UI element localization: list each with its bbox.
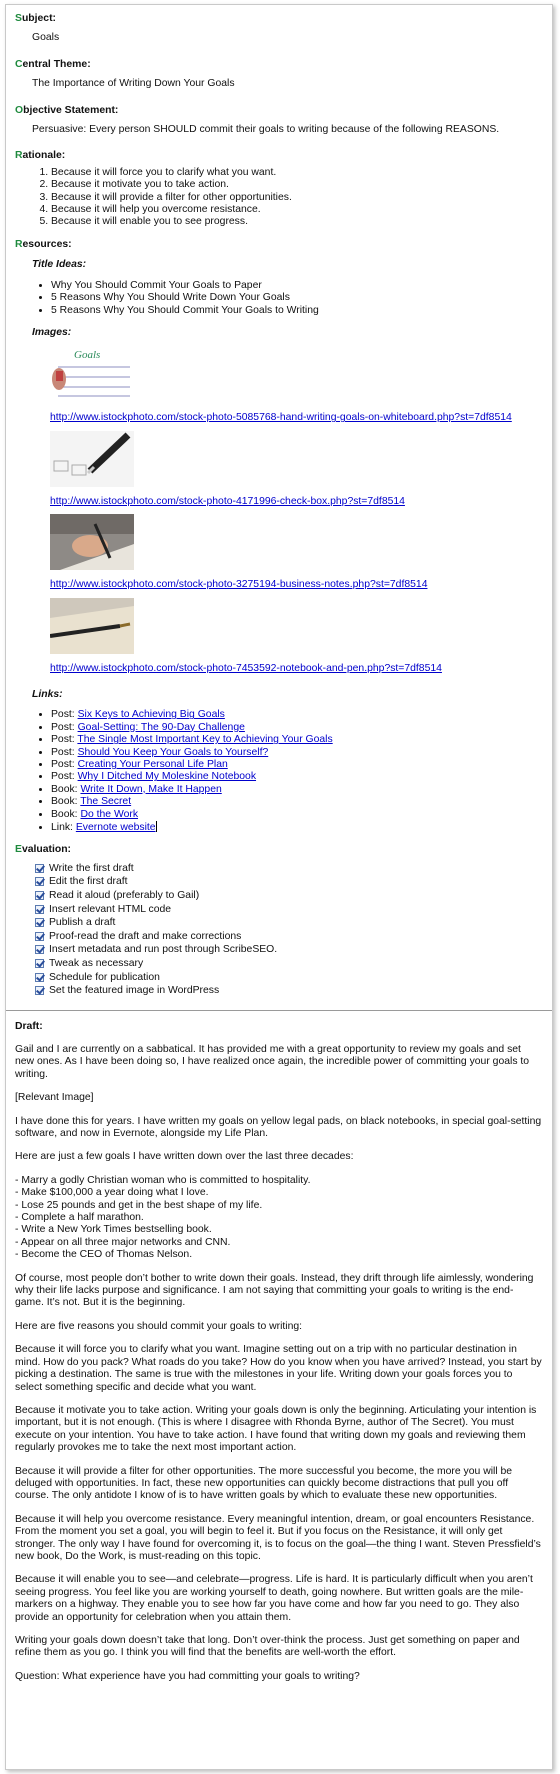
evaluation-checklist [15, 863, 542, 998]
checked-checkbox-icon[interactable] [35, 973, 44, 982]
objective-value: Persuasive: Every person SHOULD commit their goals to writing because of the following REASONS. [32, 124, 500, 136]
draft-paragraph: Because it will enable you to see—and celebrate—progress. Life is hard. It is particularly difficult when you aren’t seeing progress. You feel like you are working yourself to death, going nowhere. But written goals are the mile-markers on a highway. They enable you to see how far you have come and how far you need to go. They also provide an opportunity for celebration when you attain them. [15, 1574, 533, 1623]
heading-text: valuation: [21, 844, 72, 856]
image-resource [50, 514, 542, 591]
heading-initial: R [15, 238, 23, 250]
text-cursor [156, 821, 157, 832]
checklist-label: Publish a draft [49, 917, 116, 929]
checklist-item [35, 972, 542, 984]
resource-link[interactable]: The Secret [80, 796, 132, 808]
checklist-item [35, 958, 542, 970]
checked-checkbox-icon[interactable] [35, 891, 44, 900]
checklist-item [35, 931, 542, 943]
resource-link[interactable]: Do the Work [80, 808, 139, 820]
draft-paragraph: Here are five reasons you should commit your goals to writing: [15, 1320, 303, 1332]
draft-section [15, 1021, 542, 1684]
link-type: Post: [51, 709, 78, 721]
checklist-item [35, 917, 542, 929]
objective-heading [15, 105, 542, 117]
checked-checkbox-icon[interactable] [35, 918, 44, 927]
draft-paragraph: Because it will provide a filter for other opportunities. The more successful you become, the more you will be deluged with opportunities. In fact, these new opportunities can quickly become distractions that pull you off course. The only antidote I know of is to have written goals by which to evaluate these new opportunities. [15, 1465, 513, 1502]
resources-heading [15, 239, 542, 251]
link-type: Link: [51, 822, 76, 833]
rationale-heading [15, 150, 542, 162]
heading-initial: S [15, 13, 22, 24]
draft-paragraph: Writing your goals down doesn’t take that long. Don’t over-think the process. Just get something on paper and refine them as you go. I think you will find that the benefits are well-worth the effort. [15, 1635, 520, 1659]
links-list [15, 709, 542, 834]
checklist-label: Write the first draft [49, 862, 134, 874]
notebook-and-pen-thumbnail [50, 598, 134, 654]
checklist-item [35, 904, 542, 916]
checklist-label: Edit the first draft [49, 876, 128, 888]
draft-paragraph: Here are just a few goals I have written down over the last three decades: [15, 1151, 354, 1163]
title-idea-item: • 5 Reasons Why You Should Write Down Your Goals [51, 292, 542, 304]
link-item [51, 809, 542, 821]
check-box-thumbnail [50, 431, 134, 487]
images-heading: Images: [32, 326, 72, 338]
image-link[interactable]: http://www.istockphoto.com/stock-photo-5085768-hand-writing-goals-on-whiteboard.php?st=7df8514 [50, 412, 512, 424]
draft-question: Question: What experience have you had committing your goals to writing? [15, 1670, 360, 1682]
checklist-item [35, 876, 542, 888]
heading-initial: C [15, 58, 23, 70]
title-idea-item: • 5 Reasons Why You Should Commit Your Goals to Writing [51, 305, 542, 317]
draft-paragraph: Because it will help you overcome resistance. Every meaningful intention, dream, or goal encounters Resistance. From the moment you set a goal, you will begin to feel it. But if you focus on the Resistance, it will only get stronger. The only way I have found for overcoming it, is to focus on the goal—the thing I want. Steven Pressfield’s new book, Do the Work, is must-reading on this topic. [15, 1513, 541, 1562]
draft-paragraph: Because it will force you to clarify what you want. Imagine setting out on a trip with no particular destination in mind. How do you pack? What roads do you take? How do you know when you have arrived? Instead, you start by picking a destination. The same is true with the milestones in your life. Writing down your goals forces you to select something specific and decide what you want. [15, 1344, 542, 1393]
resource-link[interactable]: Why I Ditched My Moleskine Notebook [77, 771, 257, 783]
evaluation-heading [15, 844, 542, 856]
draft-paragraph: Because it motivate you to take action. Writing your goals down is only the beginning. Articulating your intention is important, but it is not enough. (This is where I disagree with Rhonda Byrne, author of The Secret). You must execute on your intention. You have to take action. I have found that writing down my goals and reviewing them regularly provokes me to take the next most important action. [15, 1404, 537, 1454]
link-item [51, 747, 542, 759]
checklist-label: Read it aloud (preferably to Gail) [49, 890, 200, 901]
checklist-label: Proof-read the draft and make corrections [49, 930, 242, 942]
draft-goals-list: - Marry a godly Christian woman who is committed to hospitality. - Make $100,000 a year doing what I love. - Lose 25 pounds and get in the best shape of my life. - Complete a half marathon. - Write a New York Times bestselling book. - Appear on all three major networks and CNN. - Become the CEO of Thomas Nelson. [15, 1174, 311, 1261]
link-item [51, 821, 542, 834]
rationale-item: 2. Because it motivate you to take action. [51, 179, 542, 191]
checklist-item [35, 863, 542, 875]
checklist-item [35, 985, 542, 997]
checklist-label: Set the featured image in WordPress [49, 985, 220, 997]
heading-text: bjective Statement: [23, 104, 119, 116]
link-item [51, 734, 542, 746]
heading-initial: E [15, 844, 22, 856]
subject-value: Goals [32, 32, 60, 44]
resource-link[interactable]: Should You Keep Your Goals to Yourself? [77, 746, 269, 758]
link-type: Post: [51, 758, 78, 770]
rationale-item: 1. Because it will force you to clarify what you want. [51, 167, 542, 179]
resource-link[interactable]: Evernote website [75, 822, 156, 833]
checked-checkbox-icon[interactable] [35, 959, 44, 968]
image-link[interactable]: http://www.istockphoto.com/stock-photo-4171996-check-box.php?st=7df8514 [50, 495, 405, 507]
link-type: Post: [51, 771, 78, 783]
rationale-item: 5. Because it will enable you to see progress. [51, 216, 542, 228]
draft-paragraph: Of course, most people don’t bother to write down their goals. Instead, they drift through life aimlessly, wondering why their life lacks purpose and significance. I am not saying that committing your goals to writing is the end-game. It’s not. But it is the beginning. [15, 1272, 534, 1309]
title-ideas-list [15, 280, 542, 317]
link-type: Post: [51, 721, 78, 733]
link-item [51, 796, 542, 808]
resource-link[interactable]: The Single Most Important Key to Achieving Your Goals [77, 734, 333, 746]
checklist-item [35, 944, 542, 956]
heading-initial: O [15, 104, 24, 116]
heading-text: esources: [22, 238, 72, 250]
image-resource [50, 347, 542, 424]
heading-text: ationale: [22, 150, 66, 162]
checklist-label: Insert relevant HTML code [49, 903, 172, 915]
draft-heading: Draft: [15, 1020, 43, 1032]
central-theme-heading [15, 59, 542, 71]
link-type: Post: [51, 746, 78, 758]
link-item [51, 771, 542, 783]
checked-checkbox-icon[interactable] [35, 932, 44, 941]
link-item [51, 709, 542, 721]
checklist-label: Insert metadata and run post through ScribeSEO. [49, 944, 278, 956]
checklist-label: Tweak as necessary [49, 957, 144, 969]
rationale-item: 4. Because it will help you overcome resistance. [51, 204, 542, 216]
checklist-label: Schedule for publication [49, 971, 160, 983]
subject-heading [15, 13, 542, 25]
draft-paragraph: Gail and I are currently on a sabbatical. It has provided me with a great opportunity to review my goals and set new ones. As I have been doing so, I have realized once again, the incredible power of committing your goals to writing. [15, 1043, 530, 1080]
heading-text: ubject: [21, 13, 56, 24]
link-type: Book: [51, 783, 81, 795]
draft-paragraph: I have done this for years. I have written my goals on yellow legal pads, on black notebooks, in special goal-setting software, and now in Evernote, alongside my Life Plan. [15, 1115, 542, 1139]
links-heading: Links: [32, 688, 63, 700]
rationale-item: 3. Because it will provide a filter for other opportunities. [51, 192, 542, 204]
image-resource [50, 598, 542, 675]
resource-link[interactable]: Goal-Setting: The 90-Day Challenge [77, 721, 245, 733]
link-item [51, 784, 542, 796]
checked-checkbox-icon[interactable] [35, 986, 44, 995]
checked-checkbox-icon[interactable] [35, 864, 44, 873]
document-page [5, 4, 553, 1770]
link-item [51, 722, 542, 734]
draft-paragraph: [Relevant Image] [15, 1092, 94, 1104]
business-notes-thumbnail [50, 514, 134, 570]
link-type: Book: [51, 796, 81, 808]
image-resource [50, 431, 542, 508]
thumbnail-caption: Goals [74, 349, 101, 362]
resource-link[interactable]: Six Keys to Achieving Big Goals [77, 709, 225, 721]
link-type: Post: [51, 734, 78, 746]
link-item [51, 759, 542, 771]
checked-checkbox-icon[interactable] [35, 877, 44, 886]
heading-initial: R [15, 150, 23, 162]
document-body [6, 5, 552, 1683]
checklist-item [35, 890, 542, 902]
image-link[interactable]: http://www.istockphoto.com/stock-photo-7453592-notebook-and-pen.php?st=7df8514 [50, 662, 442, 674]
link-type: Book: [51, 808, 81, 820]
title-ideas-heading: Title Ideas: [32, 259, 87, 271]
central-theme-value: The Importance of Writing Down Your Goals [32, 78, 235, 90]
rationale-list [15, 167, 542, 229]
image-link[interactable]: http://www.istockphoto.com/stock-photo-3275194-business-notes.php?st=7df8514 [50, 579, 428, 591]
checked-checkbox-icon[interactable] [35, 945, 44, 954]
section-divider [6, 1010, 552, 1011]
resource-link[interactable]: Creating Your Personal Life Plan [77, 758, 228, 770]
checked-checkbox-icon[interactable] [35, 905, 44, 914]
heading-text: entral Theme: [22, 58, 91, 70]
resource-link[interactable]: Write It Down, Make It Happen [80, 783, 222, 795]
goals-whiteboard-thumbnail [50, 347, 134, 403]
title-idea-item: • Why You Should Commit Your Goals to Paper [51, 280, 542, 292]
